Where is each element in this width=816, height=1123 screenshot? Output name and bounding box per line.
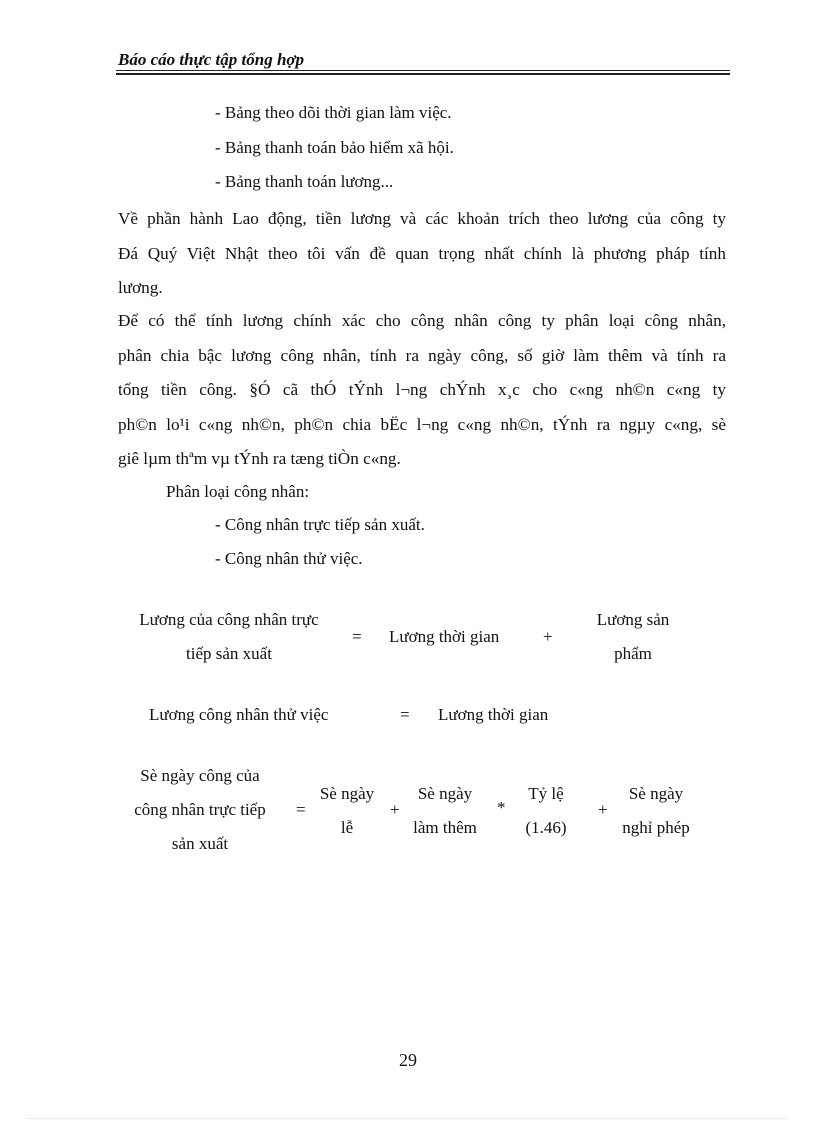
classification-heading: Phân loại công nhân: xyxy=(166,482,310,501)
paragraph-line: Về phần hành Lao động, tiền lương và các khoản trích theo lương của công ty xyxy=(118,209,726,228)
formula3-lhs-line1: Sè ngày công của xyxy=(140,766,260,785)
paragraph-line: Để có thể tính lương chính xác cho công nhân công ty phân loại công nhân, xyxy=(118,311,726,330)
paragraph-line: Đá Quý Việt Nhật theo tôi vấn đề quan trọng nhất chính là phương pháp tính xyxy=(118,243,726,263)
formula1-term1: Lương thời gian xyxy=(389,627,500,646)
formula1-lhs-line2: tiếp sản xuất xyxy=(186,644,272,663)
paragraph-2 xyxy=(118,304,726,477)
page-number: 29 xyxy=(399,1050,417,1070)
formula1-term2-line1: Lương sản xyxy=(596,610,670,629)
formula3-term1-line1: Sè ngày xyxy=(319,784,375,803)
formula3-equals: = xyxy=(296,800,306,819)
formula3-term3-line1: Tỷ lệ xyxy=(528,784,564,803)
formula1-term2-line2: phẩm xyxy=(614,644,652,663)
formula3-term2-line1: Sè ngày xyxy=(417,784,473,803)
formula3-plus2: + xyxy=(598,800,608,819)
formula2-lhs: Lương công nhân thử việc xyxy=(149,705,329,724)
formula3-lhs-line3: sản xuất xyxy=(171,834,229,853)
formula3-term1-line2: lễ xyxy=(340,818,354,837)
paragraph-line: lương. xyxy=(118,278,163,297)
formula3-term4-line1: Sè ngày xyxy=(628,784,684,803)
formula1-plus: + xyxy=(543,627,553,646)
header-rule-thick xyxy=(116,73,730,75)
header-rule-thin xyxy=(116,70,730,71)
formula1-lhs-line1: Lương của công nhân trực xyxy=(139,610,319,629)
list-item: - Bảng theo dõi thời gian làm việc. xyxy=(215,103,452,122)
header-title: Báo cáo thực tập tổng hợp xyxy=(118,50,305,69)
formula1-equals: = xyxy=(352,627,362,646)
formula3-multiply: * xyxy=(497,798,506,817)
paragraph-1 xyxy=(118,202,726,306)
formula2-rhs: Lương thời gian xyxy=(438,705,549,724)
list-item: - Bảng thanh toán bảo hiểm xã hội. xyxy=(215,138,454,157)
paragraph-line: tổng tiền công. §Ó cã thÓ tÝnh l¬ng chÝnh x¸c cho c«ng nh©n c«ng ty xyxy=(118,380,726,399)
paragraph-line: giê lµm thªm vµ tÝnh ra tæng tiÒn c«ng. xyxy=(118,449,401,468)
formula3-term2-line2: làm thêm xyxy=(413,818,477,837)
formula3-term3-line2: (1.46) xyxy=(525,818,567,837)
formula3-term4-line2: nghỉ phép xyxy=(622,818,690,837)
paragraph-line: phân chia bậc lương công nhân, tính ra ngày công, số giờ làm thêm và tính ra xyxy=(118,345,726,365)
formula2-equals: = xyxy=(400,705,410,724)
page-bottom-divider xyxy=(28,1118,788,1119)
paragraph-line: ph©n lo¹i c«ng nh©n, ph©n chia bËc l¬ng c«ng nh©n, tÝnh ra ngµy c«ng, sè xyxy=(118,414,726,434)
list-item: - Bảng thanh toán lương... xyxy=(215,172,394,191)
classification-item: - Công nhân trực tiếp sản xuất. xyxy=(215,515,425,534)
formula3-lhs-line2: công nhân trực tiếp xyxy=(134,800,266,819)
formula3-plus1: + xyxy=(390,800,400,819)
classification-item: - Công nhân thử việc. xyxy=(215,549,363,568)
